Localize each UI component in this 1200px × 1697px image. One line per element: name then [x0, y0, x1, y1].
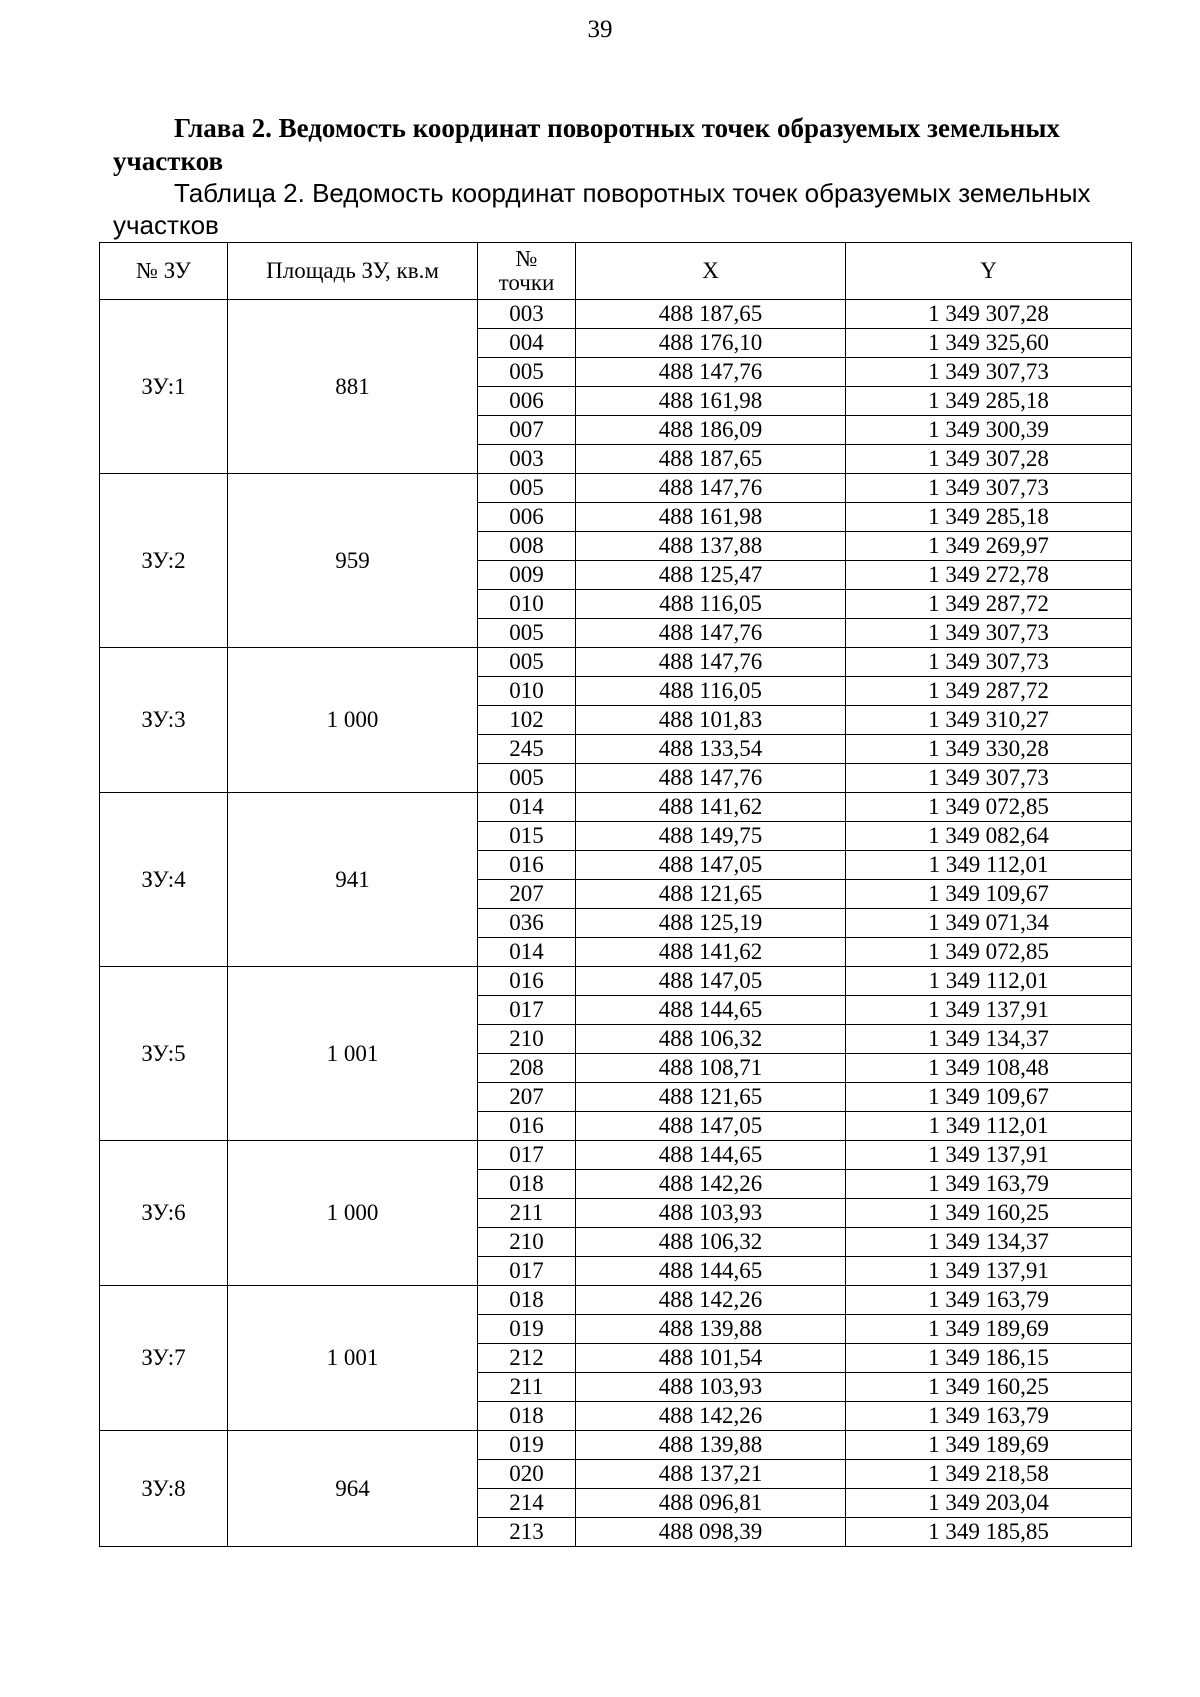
cell-point-number: 017: [478, 996, 576, 1025]
cell-point-number: 017: [478, 1257, 576, 1286]
header-y: Y: [846, 243, 1132, 300]
cell-y: 1 349 134,37: [846, 1228, 1132, 1257]
cell-x: 488 147,76: [576, 648, 846, 677]
cell-x: 488 142,26: [576, 1402, 846, 1431]
cell-x: 488 098,39: [576, 1518, 846, 1547]
cell-point-number: 016: [478, 1112, 576, 1141]
header-point-number: [478, 243, 576, 300]
cell-y: 1 349 160,25: [846, 1373, 1132, 1402]
header-x: X: [576, 243, 846, 300]
cell-y: 1 349 109,67: [846, 1083, 1132, 1112]
cell-x: 488 121,65: [576, 1083, 846, 1112]
cell-zu-number: ЗУ:4: [100, 793, 228, 967]
cell-point-number: 007: [478, 416, 576, 445]
cell-y: 1 349 160,25: [846, 1199, 1132, 1228]
chapter-title: Глава 2. Ведомость координат поворотных точек образуемых земельных участков: [113, 113, 1060, 176]
cell-y: 1 349 185,85: [846, 1518, 1132, 1547]
cell-point-number: 005: [478, 648, 576, 677]
cell-y: 1 349 163,79: [846, 1402, 1132, 1431]
cell-y: 1 349 285,18: [846, 503, 1132, 532]
cell-x: 488 161,98: [576, 387, 846, 416]
cell-point-number: 004: [478, 329, 576, 358]
cell-x: 488 108,71: [576, 1054, 846, 1083]
cell-point-number: 016: [478, 967, 576, 996]
cell-point-number: 214: [478, 1489, 576, 1518]
cell-point-number: 006: [478, 387, 576, 416]
cell-point-number: 102: [478, 706, 576, 735]
coordinates-table: [99, 242, 1132, 1547]
cell-x: 488 103,93: [576, 1373, 846, 1402]
table-row: [100, 474, 1132, 503]
table-row: [100, 300, 1132, 329]
cell-area: 959: [228, 474, 478, 648]
cell-zu-number: ЗУ:2: [100, 474, 228, 648]
cell-x: 488 176,10: [576, 329, 846, 358]
cell-point-number: 010: [478, 590, 576, 619]
cell-y: 1 349 310,27: [846, 706, 1132, 735]
cell-y: 1 349 307,73: [846, 619, 1132, 648]
cell-x: 488 125,47: [576, 561, 846, 590]
cell-area: 1 000: [228, 1141, 478, 1286]
cell-x: 488 141,62: [576, 793, 846, 822]
cell-zu-number: ЗУ:5: [100, 967, 228, 1141]
cell-y: 1 349 269,97: [846, 532, 1132, 561]
cell-area: 1 001: [228, 1286, 478, 1431]
cell-x: 488 133,54: [576, 735, 846, 764]
cell-y: 1 349 203,04: [846, 1489, 1132, 1518]
cell-point-number: 005: [478, 619, 576, 648]
cell-point-number: 008: [478, 532, 576, 561]
cell-area: 1 000: [228, 648, 478, 793]
cell-x: 488 144,65: [576, 1141, 846, 1170]
cell-x: 488 147,76: [576, 619, 846, 648]
cell-y: 1 349 189,69: [846, 1315, 1132, 1344]
cell-zu-number: ЗУ:6: [100, 1141, 228, 1286]
cell-x: 488 139,88: [576, 1315, 846, 1344]
cell-y: 1 349 307,28: [846, 300, 1132, 329]
cell-x: 488 187,65: [576, 445, 846, 474]
cell-area: 881: [228, 300, 478, 474]
cell-point-number: 006: [478, 503, 576, 532]
header-area: Площадь ЗУ, кв.м: [228, 243, 478, 300]
cell-x: 488 121,65: [576, 880, 846, 909]
cell-x: 488 139,88: [576, 1431, 846, 1460]
cell-x: 488 137,21: [576, 1460, 846, 1489]
cell-y: 1 349 072,85: [846, 793, 1132, 822]
cell-point-number: 018: [478, 1170, 576, 1199]
cell-y: 1 349 112,01: [846, 851, 1132, 880]
cell-x: 488 144,65: [576, 996, 846, 1025]
cell-x: 488 147,05: [576, 1112, 846, 1141]
cell-x: 488 101,83: [576, 706, 846, 735]
cell-point-number: 016: [478, 851, 576, 880]
cell-point-number: 207: [478, 1083, 576, 1112]
cell-y: 1 349 189,69: [846, 1431, 1132, 1460]
cell-y: 1 349 307,73: [846, 764, 1132, 793]
cell-y: 1 349 287,72: [846, 590, 1132, 619]
cell-y: 1 349 307,28: [846, 445, 1132, 474]
cell-x: 488 101,54: [576, 1344, 846, 1373]
cell-point-number: 015: [478, 822, 576, 851]
cell-y: 1 349 330,28: [846, 735, 1132, 764]
cell-zu-number: ЗУ:1: [100, 300, 228, 474]
cell-y: 1 349 134,37: [846, 1025, 1132, 1054]
cell-y: 1 349 163,79: [846, 1286, 1132, 1315]
cell-x: 488 142,26: [576, 1170, 846, 1199]
cell-point-number: 019: [478, 1431, 576, 1460]
cell-point-number: 020: [478, 1460, 576, 1489]
cell-point-number: 017: [478, 1141, 576, 1170]
cell-y: 1 349 307,73: [846, 648, 1132, 677]
cell-x: 488 147,05: [576, 851, 846, 880]
cell-y: 1 349 112,01: [846, 1112, 1132, 1141]
cell-point-number: 213: [478, 1518, 576, 1547]
cell-y: 1 349 272,78: [846, 561, 1132, 590]
cell-x: 488 144,65: [576, 1257, 846, 1286]
cell-x: 488 106,32: [576, 1025, 846, 1054]
cell-x: 488 187,65: [576, 300, 846, 329]
cell-y: 1 349 307,73: [846, 358, 1132, 387]
cell-point-number: 207: [478, 880, 576, 909]
cell-y: 1 349 218,58: [846, 1460, 1132, 1489]
cell-x: 488 106,32: [576, 1228, 846, 1257]
cell-y: 1 349 137,91: [846, 996, 1132, 1025]
cell-point-number: 208: [478, 1054, 576, 1083]
cell-y: 1 349 287,72: [846, 677, 1132, 706]
cell-area: 1 001: [228, 967, 478, 1141]
cell-x: 488 147,76: [576, 764, 846, 793]
cell-y: 1 349 109,67: [846, 880, 1132, 909]
cell-y: 1 349 285,18: [846, 387, 1132, 416]
cell-point-number: 211: [478, 1373, 576, 1402]
table-row: [100, 1431, 1132, 1460]
cell-area: 941: [228, 793, 478, 967]
table-row: [100, 793, 1132, 822]
table-row: [100, 1286, 1132, 1315]
table-row: [100, 1141, 1132, 1170]
cell-y: 1 349 137,91: [846, 1257, 1132, 1286]
cell-y: 1 349 137,91: [846, 1141, 1132, 1170]
cell-point-number: 005: [478, 474, 576, 503]
table-header-row: [100, 243, 1132, 300]
cell-y: 1 349 186,15: [846, 1344, 1132, 1373]
cell-point-number: 003: [478, 300, 576, 329]
cell-point-number: 014: [478, 938, 576, 967]
table-body: [100, 300, 1132, 1547]
cell-y: 1 349 163,79: [846, 1170, 1132, 1199]
cell-point-number: 210: [478, 1228, 576, 1257]
cell-point-number: 211: [478, 1199, 576, 1228]
cell-zu-number: ЗУ:8: [100, 1431, 228, 1547]
page-number: 39: [587, 16, 613, 43]
cell-x: 488 149,75: [576, 822, 846, 851]
cell-point-number: 010: [478, 677, 576, 706]
cell-point-number: 018: [478, 1402, 576, 1431]
cell-point-number: 210: [478, 1025, 576, 1054]
cell-point-number: 003: [478, 445, 576, 474]
cell-area: 964: [228, 1431, 478, 1547]
cell-x: 488 096,81: [576, 1489, 846, 1518]
cell-point-number: 009: [478, 561, 576, 590]
cell-point-number: 005: [478, 358, 576, 387]
cell-x: 488 147,76: [576, 474, 846, 503]
header-point-number-line1: №: [515, 246, 538, 271]
cell-point-number: 005: [478, 764, 576, 793]
cell-point-number: 014: [478, 793, 576, 822]
cell-zu-number: ЗУ:3: [100, 648, 228, 793]
header-point-number-line2: точки: [498, 270, 555, 295]
cell-point-number: 245: [478, 735, 576, 764]
cell-y: 1 349 072,85: [846, 938, 1132, 967]
cell-x: 488 125,19: [576, 909, 846, 938]
cell-zu-number: ЗУ:7: [100, 1286, 228, 1431]
cell-x: 488 103,93: [576, 1199, 846, 1228]
cell-x: 488 161,98: [576, 503, 846, 532]
cell-x: 488 116,05: [576, 590, 846, 619]
table-caption: Таблица 2. Ведомость координат поворотных точек образуемых земельных участков: [113, 178, 1091, 240]
cell-point-number: 019: [478, 1315, 576, 1344]
cell-point-number: 018: [478, 1286, 576, 1315]
cell-x: 488 147,76: [576, 358, 846, 387]
table-row: [100, 967, 1132, 996]
cell-x: 488 147,05: [576, 967, 846, 996]
cell-y: 1 349 082,64: [846, 822, 1132, 851]
cell-y: 1 349 112,01: [846, 967, 1132, 996]
header-zu-number: № ЗУ: [100, 243, 228, 300]
cell-y: 1 349 325,60: [846, 329, 1132, 358]
cell-x: 488 116,05: [576, 677, 846, 706]
cell-x: 488 137,88: [576, 532, 846, 561]
cell-y: 1 349 071,34: [846, 909, 1132, 938]
cell-x: 488 141,62: [576, 938, 846, 967]
table-row: [100, 648, 1132, 677]
cell-y: 1 349 300,39: [846, 416, 1132, 445]
cell-point-number: 036: [478, 909, 576, 938]
cell-y: 1 349 108,48: [846, 1054, 1132, 1083]
cell-x: 488 186,09: [576, 416, 846, 445]
cell-point-number: 212: [478, 1344, 576, 1373]
cell-y: 1 349 307,73: [846, 474, 1132, 503]
cell-x: 488 142,26: [576, 1286, 846, 1315]
